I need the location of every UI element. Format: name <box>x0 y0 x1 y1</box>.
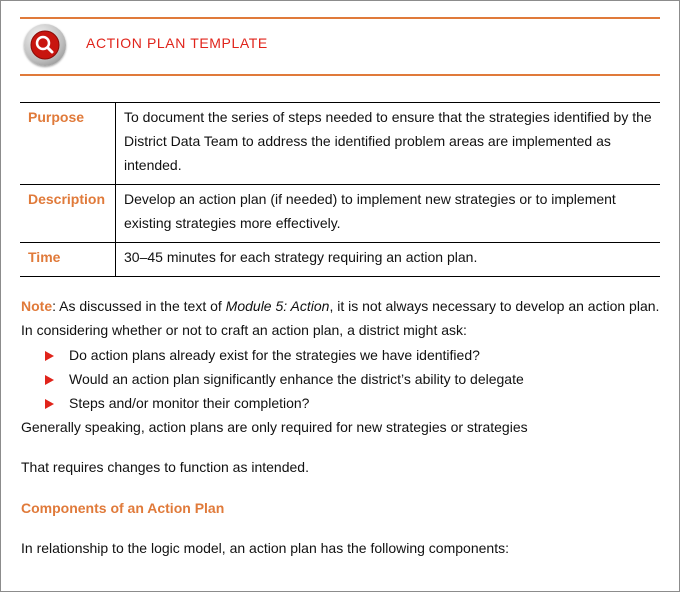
components-intro: In relationship to the logic model, an action plan has the following components: <box>21 540 509 556</box>
bullet-item <box>45 343 480 367</box>
table-row-time <box>20 243 660 277</box>
row-line: intended. <box>124 157 182 173</box>
bullet-text: Do action plans already exist for the strategies we have identified? <box>69 347 480 363</box>
table-row-description <box>20 185 660 243</box>
row-line: To document the series of steps needed to ensure that the strategies identified by the <box>124 109 652 125</box>
row-content-description <box>116 185 661 243</box>
row-line: District Data Team to address the identified problem areas are implemented as <box>124 133 611 149</box>
note-label: Note <box>21 298 53 314</box>
info-table <box>20 102 660 277</box>
page-title: ACTION PLAN TEMPLATE <box>86 35 268 51</box>
magnifier-logo-icon <box>24 24 66 66</box>
row-content-purpose <box>116 103 661 185</box>
bullet-text: Would an action plan significantly enhance the district’s ability to delegate <box>69 371 524 387</box>
row-label-description: Description <box>20 185 116 243</box>
module-title: Module 5: Action <box>225 298 330 314</box>
bullet-item <box>45 391 309 415</box>
note-line-2: In considering whether or not to craft an action plan, a district might ask: <box>21 322 467 338</box>
row-label-time: Time <box>20 243 116 277</box>
table-row-purpose <box>20 103 660 185</box>
components-heading: Components of an Action Plan <box>21 500 225 516</box>
bullet-arrow-icon <box>45 351 54 361</box>
note-paragraph <box>21 294 659 318</box>
note-text-before: : As discussed in the text of <box>52 298 226 314</box>
generally-paragraph: Generally speaking, action plans are only required for new strategies or strategies <box>21 419 528 435</box>
bullet-arrow-icon <box>45 399 54 409</box>
header-bottom-rule <box>20 74 660 76</box>
row-label-purpose: Purpose <box>20 103 116 185</box>
bullet-text: Steps and/or monitor their completion? <box>69 395 310 411</box>
bullet-arrow-icon <box>45 375 54 385</box>
header-top-rule <box>20 17 660 19</box>
row-line: 30–45 minutes for each strategy requiring an action plan. <box>124 249 478 265</box>
row-line: Develop an action plan (if needed) to implement new strategies or to implement <box>124 191 616 207</box>
row-line: existing strategies more effectively. <box>124 215 341 231</box>
row-content-time <box>116 243 661 277</box>
requires-paragraph: That requires changes to function as intended. <box>21 459 309 475</box>
note-text-after: , it is not always necessary to develop an action plan. <box>329 298 660 314</box>
bullet-item <box>45 367 524 391</box>
